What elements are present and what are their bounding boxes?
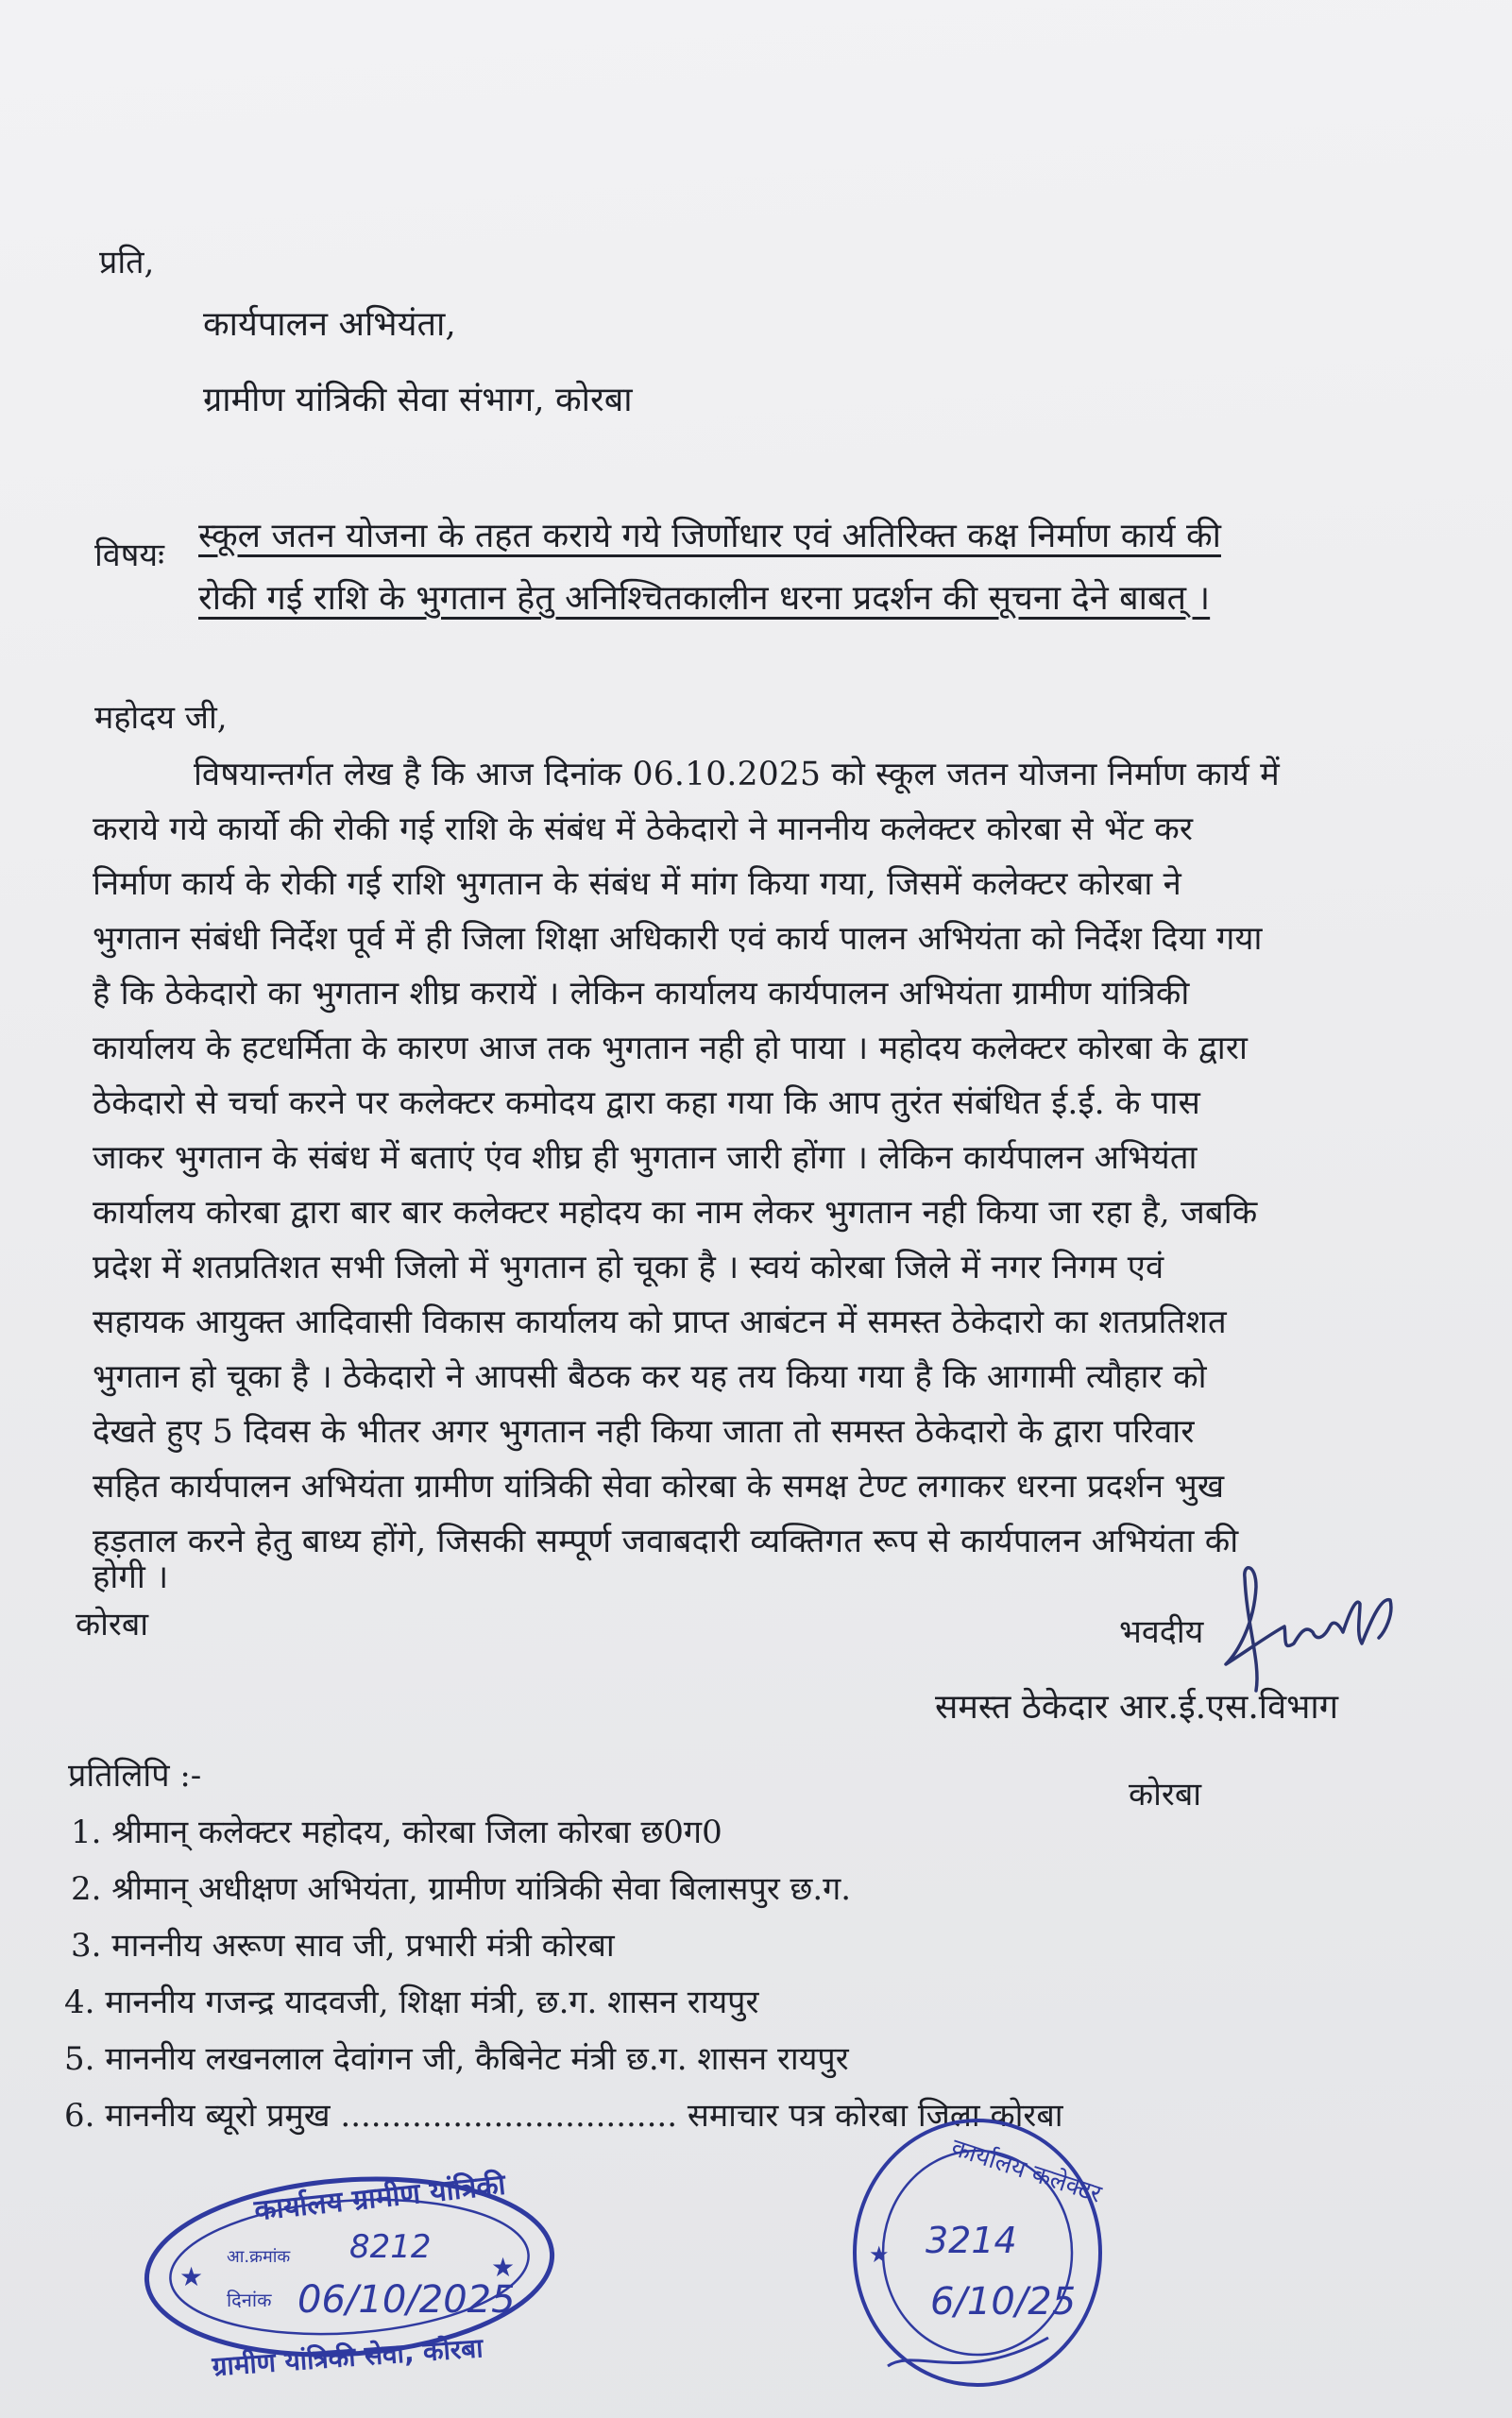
svg-text:★: ★ bbox=[179, 2261, 204, 2292]
office-stamp-right bbox=[831, 2111, 1133, 2404]
body-line: सहायक आयुक्त आदिवासी विकास कार्यालय को प्राप्त आबंटन में समस्त ठेकेदारो का शतप्रतिशत bbox=[93, 1303, 1227, 1341]
body-line: प्रदेश में शतप्रतिशत सभी जिलो में भुगतान हो चूका है । स्वयं कोरबा जिले में नगर निगम एवं bbox=[93, 1249, 1164, 1286]
body-line: विषयान्तर्गत लेख है कि आज दिनांक 06.10.2025 को स्कूल जतन योजना निर्माण कार्य में bbox=[194, 756, 1280, 793]
copy-list-item: 3. माननीय अरूण साव जी, प्रभारी मंत्री कोरबा bbox=[71, 1927, 615, 1965]
svg-text:★: ★ bbox=[869, 2241, 890, 2268]
body-line: कार्यालय के हटधर्मिता के कारण आज तक भुगतान नही हो पाया । महोदय कलेक्टर कोरबा के द्वारा bbox=[93, 1030, 1249, 1067]
place: कोरबा bbox=[76, 1606, 149, 1643]
svg-text:★: ★ bbox=[491, 2252, 516, 2283]
stamp-left-number: 8212 bbox=[349, 2228, 432, 2266]
body-line: देखते हुए 5 दिवस के भीतर अगर भुगतान नही किया जाता तो समस्त ठेकेदारो के द्वारा परिवार bbox=[93, 1413, 1195, 1451]
closing: भवदीय bbox=[1119, 1613, 1204, 1651]
subject-line-1: स्कूल जतन योजना के तहत कराये गये जिर्णोधार एवं अतिरिक्त कक्ष निर्माण कार्य की bbox=[198, 517, 1221, 555]
stamp-left-mid: आ.क्रमांक bbox=[227, 2247, 291, 2267]
signature bbox=[1218, 1558, 1417, 1700]
sender: समस्त ठेकेदार आर.ई.एस.विभाग bbox=[935, 1688, 1339, 1727]
body-line: है कि ठेकेदारो का भुगतान शीघ्र करायें । लेकिन कार्यालय कार्यपालन अभियंता ग्रामीण यांत्रिकी bbox=[93, 975, 1190, 1013]
recipient-title: कार्यपालन अभियंता, bbox=[203, 305, 456, 344]
body-line: होगी । bbox=[93, 1558, 169, 1596]
stamp-right-ring: कार्यालय कलेक्टर bbox=[947, 2133, 1105, 2209]
copy-list-item: 2. श्रीमान् अधीक्षण अभियंता, ग्रामीण यांत्रिकी सेवा बिलासपुर छ.ग. bbox=[71, 1870, 852, 1908]
body-line: जाकर भुगतान के संबंध में बताएं एंव शीघ्र ही भुगतान जारी होंगा । लेकिन कार्यपालन अभियंता bbox=[93, 1139, 1198, 1177]
subject-line-2: रोकी गई राशि के भुगतान हेतु अनिश्चितकालीन धरना प्रदर्शन की सूचना देने बाबत् । bbox=[198, 579, 1211, 618]
copy-list-item: 5. माननीय लखनलाल देवांगन जी, कैबिनेट मंत्री छ.ग. शासन रायपुर bbox=[64, 2040, 849, 2078]
stamp-left-date: 06/10/2025 bbox=[297, 2278, 516, 2322]
body-line: सहित कार्यपालन अभियंता ग्रामीण यांत्रिकी सेवा कोरबा के समक्ष टेण्ट लगाकर धरना प्रदर्शन भुख bbox=[93, 1468, 1225, 1506]
copy-list-item: 6. माननीय ब्यूरो प्रमुख ................................. समाचार पत्र कोरबा जिला कोरबा bbox=[64, 2097, 1063, 2135]
body-line: हड़ताल करने हेतु बाध्य होंगे, जिसकी सम्पूर्ण जवाबदारी व्यक्तिगत रूप से कार्यपालन अभियंता की bbox=[93, 1523, 1239, 1560]
sender-place: कोरबा bbox=[1129, 1776, 1202, 1814]
greeting: महोदय जी, bbox=[94, 699, 228, 737]
stamp-left-bottom: ग्रामीण यांत्रिकी सेवा, कोरबा bbox=[211, 2332, 484, 2383]
stamp-left-top: कार्यालय ग्रामीण यांत्रिकी bbox=[252, 2168, 507, 2228]
copy-list-item: 4. माननीय गजन्द्र यादवजी, शिक्षा मंत्री, छ.ग. शासन रायपुर bbox=[64, 1984, 759, 2021]
stamp-right-date: 6/10/25 bbox=[930, 2280, 1077, 2324]
recipient-department: ग्रामीण यांत्रिकी सेवा संभाग, कोरबा bbox=[203, 381, 633, 419]
body-line: ठेकेदारो से चर्चा करने पर कलेक्टर कमोदय द्वारा कहा गया कि आप तुरंत संबंधित ई.ई. के पास bbox=[93, 1084, 1201, 1122]
copy-list-item: 1. श्रीमान् कलेक्टर महोदय, कोरबा जिला कोरबा छ0ग0 bbox=[71, 1814, 722, 1851]
body-line: निर्माण कार्य के रोकी गई राशि भुगतान के संबंध में मांग किया गया, जिसमें कलेक्टर कोरबा ने bbox=[93, 865, 1181, 903]
subject-label: विषयः bbox=[94, 536, 164, 574]
stamp-right-number: 3214 bbox=[926, 2220, 1017, 2261]
body-line: भुगतान संबंधी निर्देश पूर्व में ही जिला शिक्षा अधिकारी एवं कार्य पालन अभियंता को निर्देश दिया गया bbox=[93, 920, 1263, 958]
stamp-left-date-label: दिनांक bbox=[227, 2289, 272, 2311]
body-line: भुगतान हो चूका है । ठेकेदारो ने आपसी बैठक कर यह तय किया गया है कि आगामी त्यौहार को bbox=[93, 1358, 1207, 1396]
office-stamp-left bbox=[113, 2144, 642, 2390]
body-line: कार्यालय कोरबा द्वारा बार बार कलेक्टर महोदय का नाम लेकर भुगतान नही किया जा रहा है, जबकि bbox=[93, 1194, 1258, 1232]
body-line: कराये गये कार्यो की रोकी गई राशि के संबंध में ठेकेदारो ने माननीय कलेक्टर कोरबा से भेंट कर bbox=[93, 810, 1194, 848]
copy-heading: प्रतिलिपि :- bbox=[68, 1757, 202, 1795]
salutation-to: प्रति, bbox=[99, 244, 155, 281]
